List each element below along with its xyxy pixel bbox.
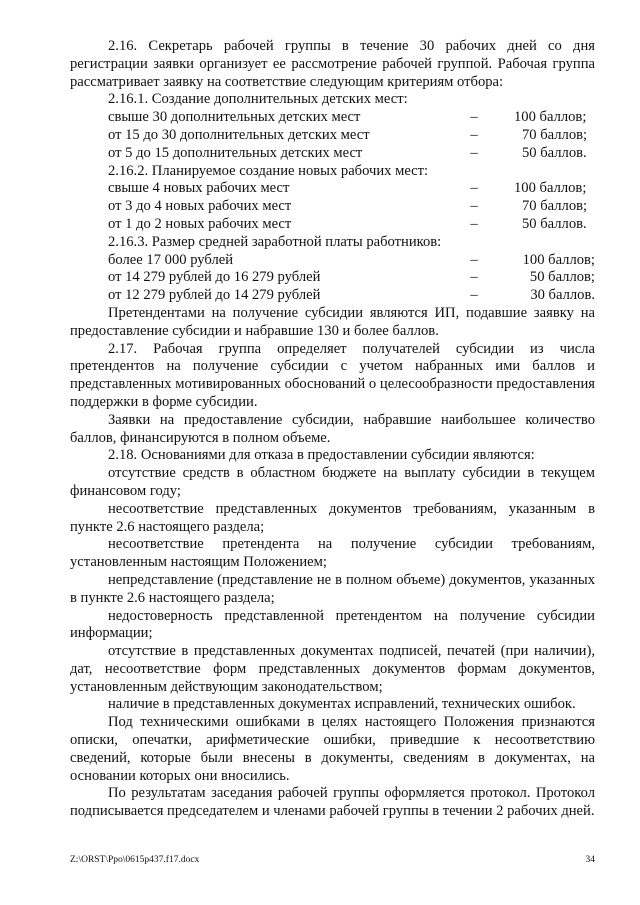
criterion-row [70, 216, 595, 234]
page-footer [70, 855, 595, 865]
criterion-row [70, 127, 595, 145]
criterion-label: от 14 279 рублей до 16 279 рублей [108, 269, 321, 286]
technical-errors-paragraph: Под техническими ошибками в целях настоящего Положения признаются описки, опечатки, арифметические ошибки, приведшие к несоответствию сведений, которые были внесены в документы, сведениям в документах, на основании которых они вносились. [70, 714, 595, 784]
criterion-1-title: 2.16.1. Создание дополнительных детских мест: [108, 91, 408, 108]
dash: – [470, 144, 478, 161]
file-path: Z:\ORST\Ppo\0615p437.f17.docx [70, 855, 200, 865]
refusal-ground: отсутствие средств в областном бюджете на выплату субсидии в текущем финансовом году; [70, 465, 595, 499]
criterion-2-list [70, 180, 595, 233]
dash: – [470, 109, 478, 126]
refusal-ground: недостоверность представленной претендентом на получение субсидии информации; [70, 607, 595, 642]
dash: – [470, 251, 478, 268]
criterion-label: от 3 до 4 новых рабочих мест [108, 198, 292, 215]
refusal-ground: наличие в представленных документах исправлений, технических ошибок. [108, 696, 576, 713]
criterion-row [70, 180, 595, 198]
page-number: 34 [585, 855, 595, 865]
dash: – [470, 180, 478, 197]
criterion-points: 70 баллов; [522, 198, 588, 215]
criterion-row [70, 287, 595, 305]
criterion-points: 70 баллов; [522, 126, 588, 143]
dash: – [470, 269, 478, 286]
criterion-3-list [70, 252, 595, 305]
criterion-points: 30 баллов. [530, 287, 595, 304]
criterion-row [70, 269, 595, 287]
criterion-label: от 1 до 2 новых рабочих мест [108, 215, 292, 232]
refusal-ground: несоответствие претендента на получение субсидии требованиям, установленным настоящим Положением; [70, 536, 595, 571]
criterion-points: 50 баллов; [529, 269, 595, 286]
criterion-3-title: 2.16.3. Размер средней заработной платы работников: [108, 233, 442, 250]
criterion-1-list [70, 109, 595, 162]
dash: – [470, 198, 478, 215]
criterion-2-title: 2.16.2. Планируемое создание новых рабочих мест: [108, 162, 429, 179]
dash: – [470, 215, 478, 232]
protocol-paragraph: По результатам заседания рабочей группы оформляется протокол. Протокол подписывается председателем и членами рабочей группы в течении 2 рабочих дней. [70, 785, 595, 820]
dash: – [470, 287, 478, 304]
refusal-ground: отсутствие в представленных документах подписей, печатей (при наличии), дат, несоответствие форм представленных документов формам документов, установленным действующим законодательством; [70, 643, 595, 695]
criterion-row [70, 109, 595, 127]
paragraph-2-18-title: 2.18. Основаниями для отказа в предоставлении субсидии являются: [108, 447, 535, 464]
criterion-points: 100 баллов; [514, 180, 587, 197]
criterion-label: свыше 30 дополнительных детских мест [108, 109, 361, 126]
dash: – [470, 126, 478, 143]
criterion-label: от 12 279 рублей до 14 279 рублей [108, 287, 321, 304]
refusal-ground: непредставление (представление не в полном объеме) документов, указанных в пункте 2.6 настоящего раздела; [70, 571, 595, 606]
criterion-points: 100 баллов; [522, 251, 595, 268]
criterion-row [70, 198, 595, 216]
criterion-row [70, 145, 595, 163]
criterion-row [70, 252, 595, 270]
criterion-label: свыше 4 новых рабочих мест [108, 180, 290, 197]
criterion-label: от 5 до 15 дополнительных детских мест [108, 144, 363, 161]
criterion-label: от 15 до 30 дополнительных детских мест [108, 126, 370, 143]
funded-paragraph: Заявки на предоставление субсидии, набравшие наибольшее количество баллов, финансируются в полном объеме. [70, 411, 595, 446]
criterion-label: более 17 000 рублей [108, 251, 234, 268]
paragraph-2-17: 2.17. Рабочая группа определяет получателей субсидии из числа претендентов на получение субсидии с учетом набранных ими баллов и представленных мотивированных обоснований о целесообразности предоставления поддержки в форме субсидии. [70, 340, 595, 410]
refusal-ground: несоответствие представленных документов требованиям, указанным в пункте 2.6 настоящего раздела; [70, 500, 595, 535]
criterion-points: 100 баллов; [514, 109, 587, 126]
applicants-paragraph: Претендентами на получение субсидии являются ИП, подавшие заявку на предоставление субсидии и набравшие 130 и более баллов. [70, 304, 595, 339]
criterion-points: 50 баллов. [522, 215, 587, 232]
criterion-points: 50 баллов. [522, 144, 587, 161]
document-page [70, 38, 595, 821]
paragraph-2-16: 2.16. Секретарь рабочей группы в течение 30 рабочих дней со дня регистрации заявки организует ее рассмотрение рабочей группой. Рабочая группа рассматривает заявку на соответствие следующим критериям отбора: [70, 38, 595, 90]
